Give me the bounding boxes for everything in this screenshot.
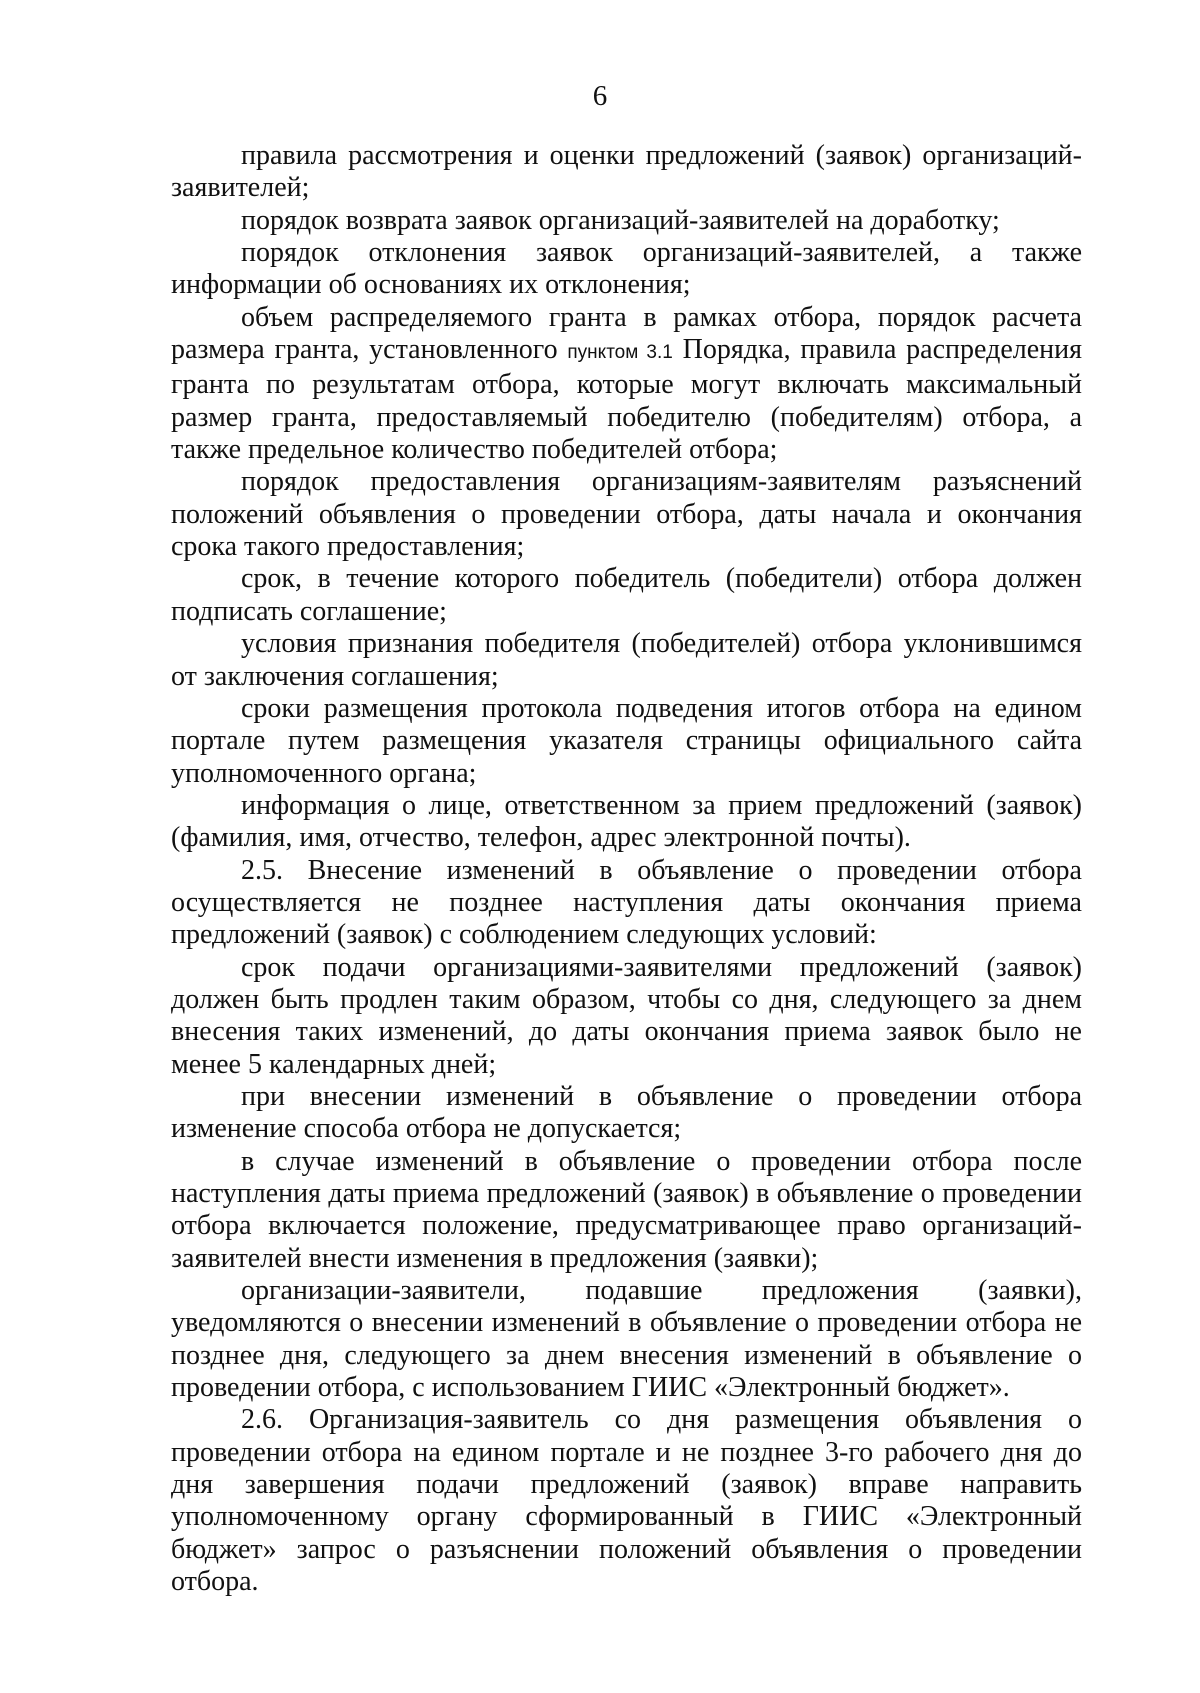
paragraph-grant-volume — [171, 302, 1082, 467]
paragraph-term-extension: срок подачи организациями-заявителями предложений (заявок) должен быть продлен таким образом, чтобы со дня, следующего за днем внесения таких изменений, до даты окончания приема заявок было не менее 5 календарных дней; — [171, 951, 1082, 1080]
grant-volume-text-after: Порядка, правила распределения гранта по результатам отбора, которые могут включать максимальный размер гранта, предоставляемый победителю (победителям) отбора, а также предельное количество победителей отбора; — [171, 334, 1082, 466]
paragraph-review-rules: правила рассмотрения и оценки предложений (заявок) организаций-заявителей; — [171, 140, 1082, 204]
page-number: 6 — [592, 80, 608, 112]
paragraph-evasion-conditions: условия признания победителя (победителей) отбора уклонившимся от заключения соглашения; — [171, 628, 1082, 692]
grant-volume-text-before: объем распределяемого гранта в рамках отбора, порядок расчета размера гранта, установленного — [171, 301, 1082, 366]
paragraph-signing-term: срок, в течение которого победитель (победители) отбора должен подписать соглашение; — [171, 563, 1082, 627]
clause-reference: пунктом 3.1 — [567, 342, 673, 364]
paragraph-method-change: при внесении изменений в объявление о проведении отбора изменение способа отбора не допускается; — [171, 1080, 1082, 1145]
paragraph-rejection-procedure: порядок отклонения заявок организаций-заявителей, а также информации об основаниях их отклонения; — [171, 237, 1082, 301]
paragraph-notification: организации-заявители, подавшие предложения (заявки), уведомляются о внесении изменений в объявление о проведении отбора не позднее дня, следующего за днем внесения изменений в объявление о проведении отбора, с использованием ГИИС «Электронный бюджет». — [171, 1275, 1082, 1404]
paragraph-clarifications: порядок предоставления организациям-заявителям разъяснений положений объявления о проведении отбора, даты начала и окончания срока такого предоставления; — [171, 466, 1082, 563]
document-body — [171, 140, 1082, 1598]
paragraph-section-2-5: 2.5. Внесение изменений в объявление о проведении отбора осуществляется не позднее наступления даты окончания приема предложений (заявок) с соблюдением следующих условий: — [171, 854, 1082, 951]
paragraph-changes-after-date: в случае изменений в объявление о проведении отбора после наступления даты приема предложений (заявок) в объявление о проведении отбора включается положение, предусматривающее право организаций-заявителей внести изменения в предложения (заявки); — [171, 1145, 1082, 1274]
paragraph-protocol-terms: сроки размещения протокола подведения итогов отбора на едином портале путем размещения указателя страницы официального сайта уполномоченного органа; — [171, 692, 1082, 789]
paragraph-return-procedure: порядок возврата заявок организаций-заявителей на доработку; — [241, 204, 1000, 236]
paragraph-responsible-person: информация о лице, ответственном за прием предложений (заявок) (фамилия, имя, отчество, телефон, адрес электронной почты). — [171, 789, 1082, 854]
paragraph-section-2-6: 2.6. Организация-заявитель со дня размещения объявления о проведении отбора на едином портале и не позднее 3-го рабочего дня до дня завершения подачи предложений (заявок) вправе направить уполномоченному органу сформированный в ГИИС «Электронный бюджет» запрос о разъяснении положений объявления о проведении отбора. — [171, 1404, 1082, 1598]
